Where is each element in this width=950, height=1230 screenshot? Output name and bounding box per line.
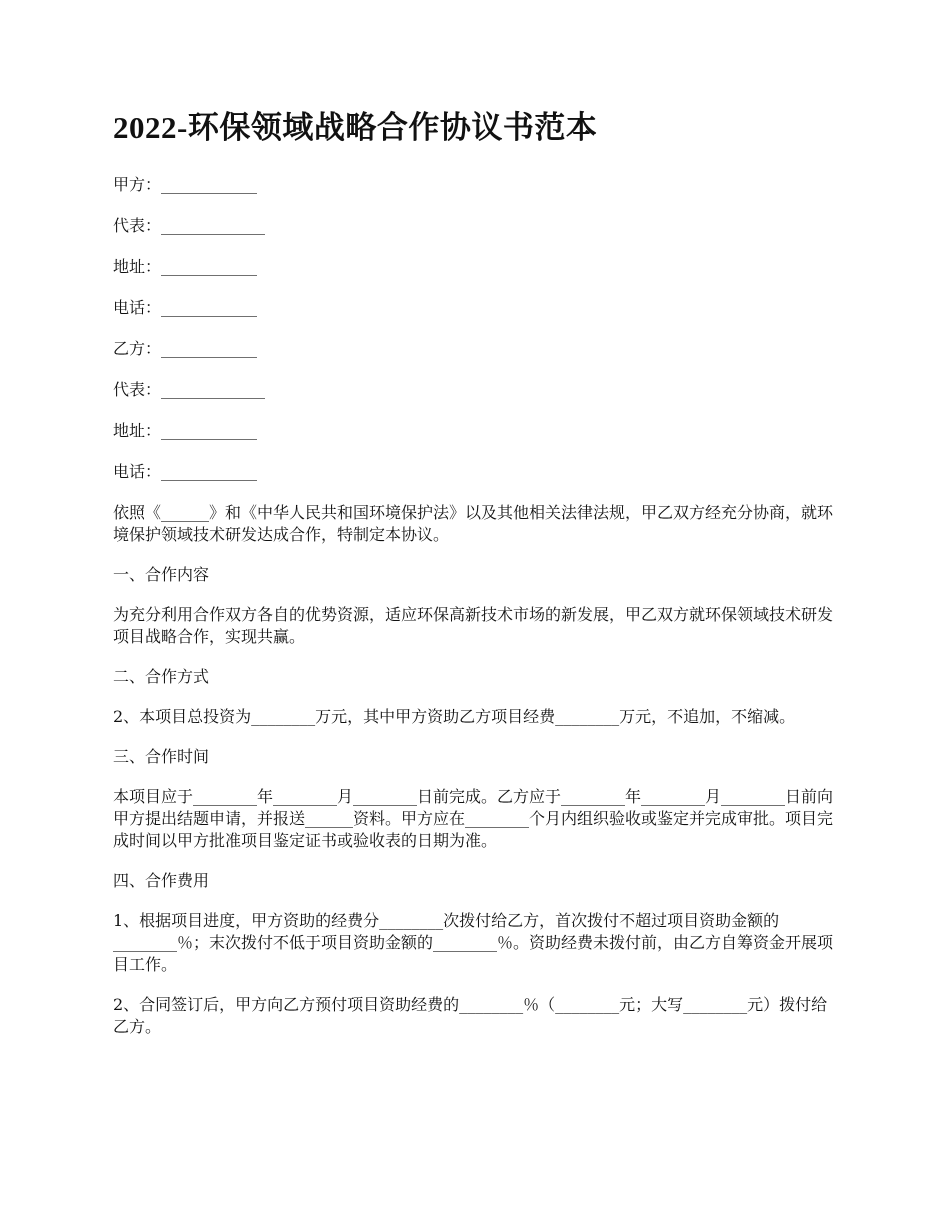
section-heading-cooperation-time: 三、合作时间 [113,747,210,766]
document-page [113,108,838,1056]
cooperation-method-paragraph: 2、本项目总投资为________万元，其中甲方资助乙方项目经费________万元，不追加，不缩减。 [113,707,796,726]
party-a-address-field: 地址：____________ [113,257,258,276]
cooperation-cost-paragraph-1: 1、根据项目进度，甲方资助的经费分________次拨付给乙方，首次拨付不超过项目资助金额的________％；末次拨付不低于项目资助金额的________％。资助经费未拨付前，由乙方自筹资金开展项目工作。 [113,911,834,974]
document-title: 2022-环保领域战略合作协议书范本 [113,110,598,145]
section-heading-cooperation-content: 一、合作内容 [113,565,210,584]
party-a-phone-field: 电话：____________ [113,298,258,317]
party-b-field: 乙方：____________ [113,339,258,358]
party-b-representative-field: 代表：_____________ [113,380,266,399]
cooperation-time-paragraph: 本项目应于________年________月________日前完成。乙方应于________年________月________日前向甲方提出结题申请，并报送______资料。甲方应在________个月内组织验收或鉴定并完成审批。项目完成时间以甲方批准项目鉴定证书或验收表的日期为准。 [113,787,834,850]
cooperation-content-paragraph: 为充分利用合作双方各自的优势资源，适应环保高新技术市场的新发展，甲乙双方就环保领域技术研发项目战略合作，实现共赢。 [113,605,834,646]
section-heading-cooperation-method: 二、合作方式 [113,667,210,686]
cooperation-cost-paragraph-2: 2、合同签订后，甲方向乙方预付项目资助经费的________％（________元；大写________元）拨付给乙方。 [113,995,828,1036]
party-b-address-field: 地址：____________ [113,421,258,440]
section-heading-cooperation-cost: 四、合作费用 [113,871,210,890]
party-a-representative-field: 代表：_____________ [113,216,266,235]
intro-paragraph: 依照《______》和《中华人民共和国环境保护法》以及其他相关法律法规，甲乙双方经充分协商，就环境保护领域技术研发达成合作，特制定本协议。 [113,503,834,544]
party-a-field: 甲方：____________ [113,175,258,194]
party-b-phone-field: 电话：____________ [113,462,258,481]
